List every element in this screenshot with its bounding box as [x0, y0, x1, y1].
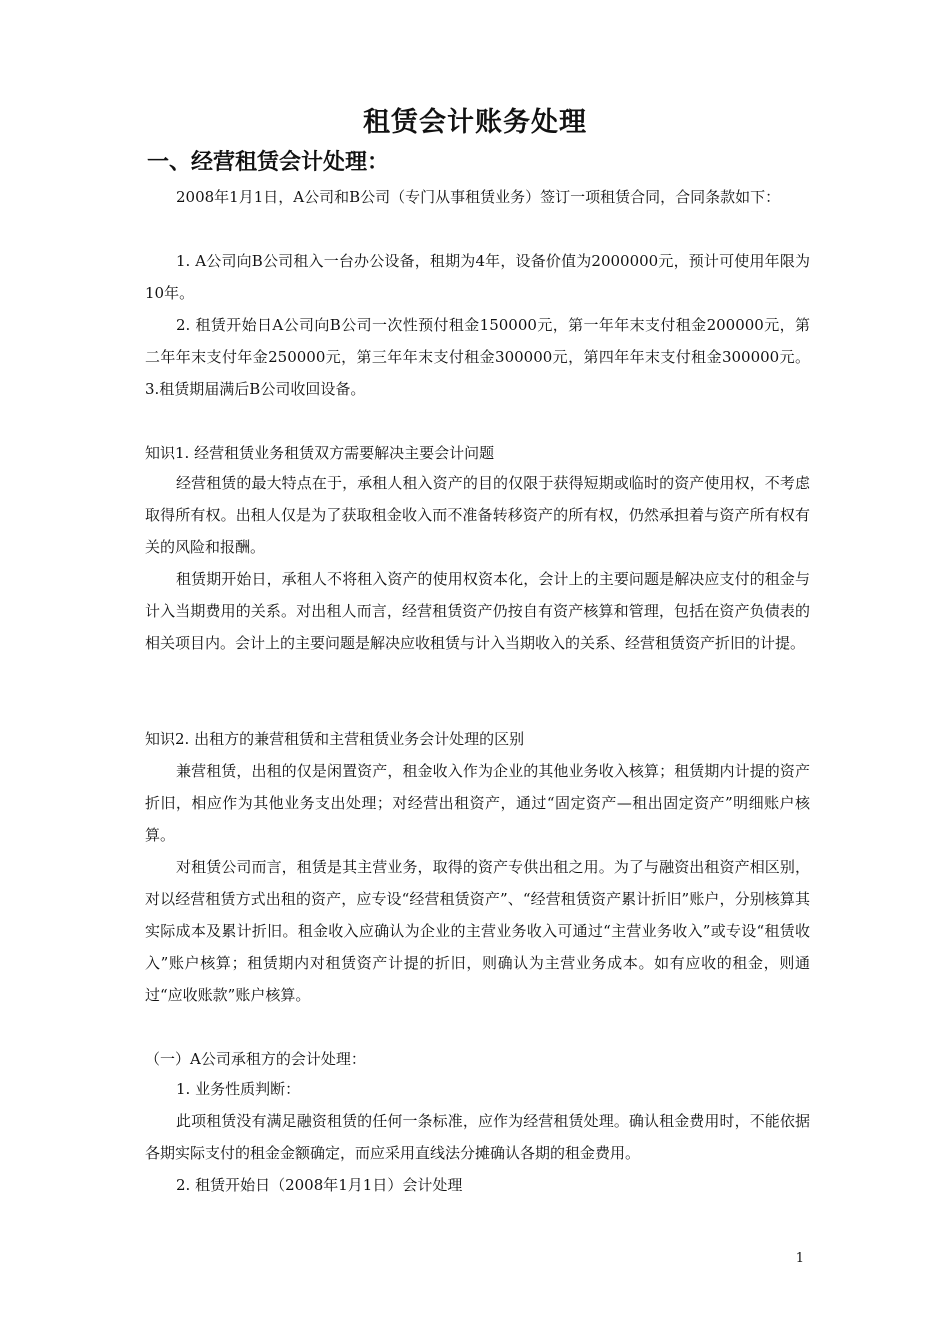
section-heading: 一、经营租赁会计处理：: [147, 150, 390, 175]
subsection-1-heading: （一）A公司承租方的会计处理：: [145, 1050, 366, 1068]
case-term-1-paragraph: 1. A公司向B公司租入一台办公设备，租期为4年，设备价值为2000000元，预计可使用年限为10年。: [145, 252, 810, 302]
case-intro-paragraph: 2008年1月1日，A公司和B公司（专门从事租赁业务）签订一项租赁合同，合同条款如下：: [176, 188, 781, 206]
case-term-2-paragraph: 2. 租赁开始日A公司向B公司一次性预付租金150000元，第一年年末支付租金200000元，第二年年末支付年金250000元，第三年年末支付租金300000元，第四年年末支付租金300000元。3.租赁期届满后B公司收回设备。: [145, 316, 810, 398]
page-number: 1: [795, 1251, 804, 1266]
knowledge-2-paragraph-2: 对租赁公司而言，租赁是其主营业务，取得的资产专供出租之用。为了与融资出租资产相区别，对以经营租赁方式出租的资产，应专设“经营租赁资产”、“经营租赁资产累计折旧”账户，分别核算其实际成本及累计折旧。租金收入应确认为企业的主营业务收入可通过“主营业务收入”或专设“租赁收入”账户核算；租赁期内对租赁资产计提的折旧，则确认为主营业务成本。如有应收的租金，则通过“应收账款”账户核算。: [145, 858, 810, 1004]
knowledge-1-heading: 知识1. 经营租赁业务租赁双方需要解决主要会计问题: [145, 444, 495, 462]
knowledge-1-paragraph-2: 租赁期开始日，承租人不将租入资产的使用权资本化，会计上的主要问题是解决应支付的租金与计入当期费用的关系。对出租人而言，经营租赁资产仍按自有资产核算和管理，包括在资产负债表的相关项目内。会计上的主要问题是解决应收租赁与计入当期收入的关系、经营租赁资产折旧的计提。: [145, 570, 810, 652]
step-2-heading: 2. 租赁开始日（2008年1月1日）会计处理: [176, 1176, 463, 1194]
knowledge-2-heading: 知识2. 出租方的兼营租赁和主营租赁业务会计处理的区别: [145, 730, 525, 748]
document-title: 租赁会计账务处理: [363, 107, 587, 138]
step-1-heading: 1. 业务性质判断：: [176, 1080, 301, 1098]
step-1-body: 此项租赁没有满足融资租赁的任何一条标准，应作为经营租赁处理。确认租金费用时，不能依据各期实际支付的租金金额确定，而应采用直线法分摊确认各期的租金费用。: [145, 1112, 810, 1162]
knowledge-2-paragraph-1: 兼营租赁，出租的仅是闲置资产，租金收入作为企业的其他业务收入核算；租赁期内计提的资产折旧，相应作为其他业务支出处理；对经营出租资产，通过“固定资产—租出固定资产”明细账户核算。: [145, 762, 810, 844]
knowledge-1-paragraph-1: 经营租赁的最大特点在于，承租人租入资产的目的仅限于获得短期或临时的资产使用权，不考虑取得所有权。出租人仅是为了获取租金收入而不准备转移资产的所有权，仍然承担着与资产所有权有关的风险和报酬。: [145, 474, 810, 556]
